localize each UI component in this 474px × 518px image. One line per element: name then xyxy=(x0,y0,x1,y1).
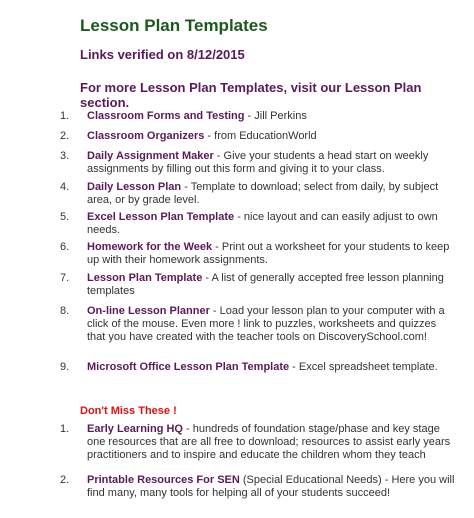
item-description: - Give your students a head start on weekly assignments by filling out this form and giving it to your class. xyxy=(87,150,429,175)
item-description: - hundreds of foundation stage/phase and key stage one resources that are all free to download; resources to assist early years practitioners and to inspire and educate the children whom they teach xyxy=(87,423,451,461)
item-description: - Print out a worksheet for your students to keep up with their homework assignments. xyxy=(87,241,450,266)
classroom-forms-link[interactable]: Classroom Forms and Testing xyxy=(87,110,245,122)
list-item-text xyxy=(87,211,457,237)
list-item-text xyxy=(87,423,457,462)
item-description: - A list of generally accepted free lesson planning templates xyxy=(87,272,444,297)
more-templates-note: For more Lesson Plan Templates, visit our Lesson Plan section. xyxy=(80,80,422,110)
list-number: 8. xyxy=(60,305,70,317)
item-description: - Excel spreadsheet template. xyxy=(289,361,438,373)
list-item-text xyxy=(87,150,457,176)
daily-lesson-plan-link[interactable]: Daily Lesson Plan xyxy=(87,181,182,193)
list-number: 2. xyxy=(60,474,70,486)
list-number: 5. xyxy=(60,211,70,223)
list-number: 2. xyxy=(60,130,70,142)
classroom-organizers-link[interactable]: Classroom Organizers xyxy=(87,130,205,142)
list-item-text xyxy=(87,110,457,123)
links-verified-note: Links verified on 8/12/2015 xyxy=(80,47,245,62)
printable-resources-for-sen-link[interactable]: Printable Resources For SEN xyxy=(87,474,240,486)
list-number: 1. xyxy=(60,423,70,435)
list-number: 4. xyxy=(60,181,70,193)
item-description: - nice layout and can easily adjust to own needs. xyxy=(87,211,438,236)
lesson-plan-template-link[interactable]: Lesson Plan Template xyxy=(87,272,203,284)
item-description: - Template to download; select from daily, by subject area, or by grade level. xyxy=(87,181,439,206)
list-number: 6. xyxy=(60,241,70,253)
daily-assignment-maker-link[interactable]: Daily Assignment Maker xyxy=(87,150,214,162)
list-number: 7. xyxy=(60,272,70,284)
item-description: - Load your lesson plan to your computer with a click of the mouse. Even more ! link to puzzles, worksheets and quizzes that you have created with the teacher tools on DiscoverySchool.com! xyxy=(87,305,445,343)
item-description: - Jill Perkins xyxy=(244,110,307,122)
list-number: 9. xyxy=(60,361,70,373)
online-lesson-planner-link[interactable]: On-line Lesson Planner xyxy=(87,305,210,317)
list-item-text xyxy=(87,305,457,344)
item-description: - from EducationWorld xyxy=(204,130,317,142)
list-item-text xyxy=(87,241,457,267)
page-title: Lesson Plan Templates xyxy=(80,16,268,35)
list-item-text xyxy=(87,130,457,143)
dont-miss-heading: Don't Miss These ! xyxy=(80,405,177,417)
list-item-text xyxy=(87,272,457,298)
list-number: 1. xyxy=(60,110,70,122)
list-item-text xyxy=(87,474,457,500)
excel-lesson-plan-template-link[interactable]: Excel Lesson Plan Template xyxy=(87,211,235,223)
list-item-text xyxy=(87,361,457,374)
list-number: 3. xyxy=(60,150,70,162)
list-item-text xyxy=(87,181,457,207)
homework-for-the-week-link[interactable]: Homework for the Week xyxy=(87,241,213,253)
item-description: (Special Educational Needs) - Here you will find many, many tools for helping all of your students succeed! xyxy=(87,474,455,499)
early-learning-hq-link[interactable]: Early Learning HQ xyxy=(87,423,183,435)
microsoft-office-lesson-plan-template-link[interactable]: Microsoft Office Lesson Plan Template xyxy=(87,361,290,373)
